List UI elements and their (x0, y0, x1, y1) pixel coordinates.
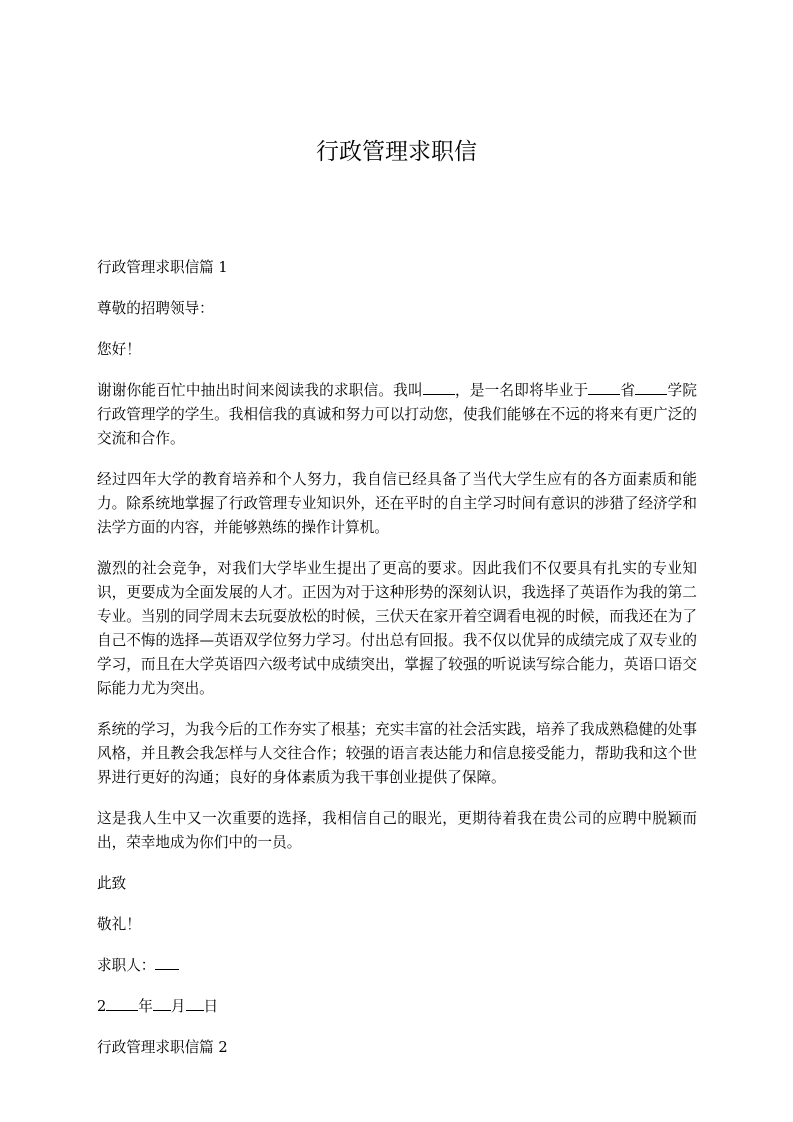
signature-line (97, 954, 697, 978)
province-blank (588, 380, 620, 395)
paragraph-skills: 系统的学习，为我今后的工作夯实了根基；充实丰富的社会活实践，培养了我成熟稳健的处事风格，并且教会我怎样与人交往合作；较强的语言表达能力和信息接受能力，帮助我和这个世界进行更好的沟通；良好的身体素质为我干事创业提供了保障。 (97, 721, 697, 786)
section-heading-2: 行政管理求职信篇 2 (97, 1039, 228, 1056)
school-blank (635, 380, 667, 395)
paragraph-intro (97, 379, 697, 451)
closing-line-1: 此致 (97, 875, 127, 892)
closing-line-2: 敬礼！ (97, 916, 141, 933)
letter-body (97, 256, 697, 1077)
section-heading-1: 行政管理求职信篇 1 (97, 259, 228, 276)
date-prefix: 2 (97, 998, 107, 1015)
year-blank (106, 996, 138, 1011)
salutation: 尊敬的招聘领导： (97, 300, 214, 317)
name-blank (423, 380, 455, 395)
paragraph-education: 经过四年大学的教育培养和个人努力，我自信已经具备了当代大学生应有的各方面素质和能力。除系统地掌握了行政管理专业知识外，还在平时的自主学习时间有意识的涉猎了经济学和法学方面的内容，并能够熟练的操作计算机。 (97, 471, 697, 536)
month-blank (153, 996, 171, 1011)
paragraph-conclusion: 这是我人生中又一次重要的选择，我相信自己的眼光，更期待着我在贵公司的应聘中脱颖而出，荣幸地成为你们中的一员。 (97, 810, 697, 851)
date-month-label: 月 (170, 998, 186, 1015)
signature-blank (155, 955, 179, 970)
greeting: 您好！ (97, 341, 141, 358)
date-year-label: 年 (138, 998, 153, 1015)
paragraph-intro-part-a: 谢谢你能百忙中抽出时间来阅读我的求职信。我叫 (97, 382, 423, 399)
date-line (97, 995, 697, 1019)
paragraph-intro-part-c: 省 (620, 382, 636, 399)
page-title: 行政管理求职信 (316, 139, 477, 165)
paragraph-competition: 激烈的社会竞争，对我们大学毕业生提出了更高的要求。因此我们不仅要具有扎实的专业知识，更要成为全面发展的人才。正因为对于这种形势的深刻认识，我选择了英语作为我的第二专业。当别的同学周末去玩耍放松的时候，三伏天在家开着空调看电视的时候，而我还在为了自己不悔的选择—英语双学位努力学习。付出总有回报。我不仅以优异的成绩完成了双专业的学习，而且在大学英语四六级考试中成绩突出，掌握了较强的听说读写综合能力，英语口语交际能力尤为突出。 (97, 560, 697, 697)
paragraph-intro-part-d: 学院行政管理学的学生。我相信我的真诚和努力可以打动您，使我们能够在不远的将来有更广泛的交流和合作。 (97, 382, 697, 447)
date-day-label: 日 (203, 998, 219, 1015)
paragraph-intro-part-b: ，是一名即将毕业于 (454, 382, 589, 399)
signature-label: 求职人： (97, 957, 156, 974)
day-blank (186, 996, 204, 1011)
